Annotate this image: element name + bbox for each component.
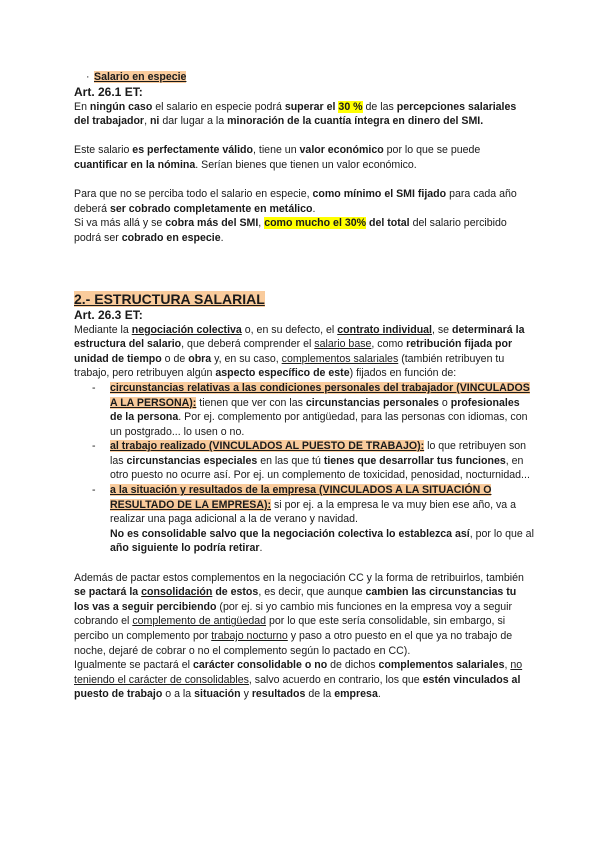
section-heading: 2.- ESTRUCTURA SALARIAL	[74, 290, 265, 307]
paragraph-1: En ningún caso el salario en especie podrá superar el 30 % de las percepciones salariales del trabajador, ni dar lugar a la minoración de la cuantía íntegra en dinero del SMI.	[74, 100, 517, 128]
intro-paragraph: Mediante la negociación colectiva o, en su defecto, el contrato individual, se determinará la estructura del salario, que deberá comprender el salario base, como retribución fijada por unidad de tiempo o de obra y, en su caso, complementos salariales (también retribuyen tu trabajo, pero retribuyen algún aspecto específico de este) fijados en función de:	[74, 323, 525, 380]
article-ref-2: Art. 26.3 ET:	[74, 307, 143, 322]
paragraph-5: Además de pactar estos complementos en la negociación CC y la forma de retribuirlos, también se pactará la consolidación de estos, es decir, que aunque cambien las circunstancias tu los vas a seguir percibiendo (por ej. si yo cambio mis funciones en la empresa voy a seguir cobrando el complemento de antigüedad por lo que este sería consolidable, sin embargo, si percibo un complemento por trabajo nocturno y paso a otro puesto en el que ya no trabajo de noche, dejaré de cobrar o no el complemento según lo pactado en CC).	[74, 571, 524, 657]
list-item: - al trabajo realizado (VINCULADOS AL PUESTO DE TRABAJO): lo que retribuyen son las circunstancias especiales en las que tú tienes que desarrollar tus funciones, en otro puesto no ocurre así. Por ej. un complemento de toxicidad, penosidad, nocturnidad...	[92, 440, 530, 482]
article-ref: Art. 26.1 ET:	[74, 84, 143, 99]
paragraph-2: Este salario es perfectamente válido, tiene un valor económico por lo que se puede cuantificar en la nómina. Serían bienes que tienen un valor económico.	[74, 144, 481, 171]
paragraph-6: Igualmente se pactará el carácter consolidable o no de dichos complementos salariales, no teniendo el carácter de consolidables, salvo acuerdo en contrario, los que estén vinculados al puesto de trabajo o a la situación y resultados de la empresa.	[74, 659, 523, 701]
bullet-dot: ·	[86, 71, 90, 83]
complement-list	[74, 381, 534, 556]
section-title: Salario en especie	[94, 71, 187, 83]
list-item: - circunstancias relativas a las condiciones personales del trabajador (VINCULADOS A LA PERSONA): tienen que ver con las circunstancias personales o profesionales de la persona. Por ej. complemento por antigüedad, para las personas con idiomas, con un postgrado... lo usen o no.	[92, 381, 530, 438]
section-salario-especie	[74, 70, 534, 85]
highlight-max-30: como mucho el 30%	[264, 217, 367, 230]
list-item: - a la situación y resultados de la empresa (VINCULADOS A LA SITUACIÓN O RESULTADO DE LA EMPRESA): si por ej. a la empresa le va muy bien ese año, va a realizar una paga adicional a la de verano y navidad. No es consolidable salvo que la negociación colectiva lo establezca así, por lo que al año siguiente lo podría retirar.	[92, 484, 534, 555]
document-page	[74, 70, 534, 702]
paragraph-4: Si va más allá y se cobra más del SMI, como mucho el 30% del total del salario percibido podrá ser cobrado en especie.	[74, 217, 507, 244]
highlight-30: 30 %	[338, 100, 363, 113]
paragraph-3: Para que no se perciba todo el salario en especie, como mínimo el SMI fijado para cada año deberá ser cobrado completamente en metálico.	[74, 188, 517, 215]
